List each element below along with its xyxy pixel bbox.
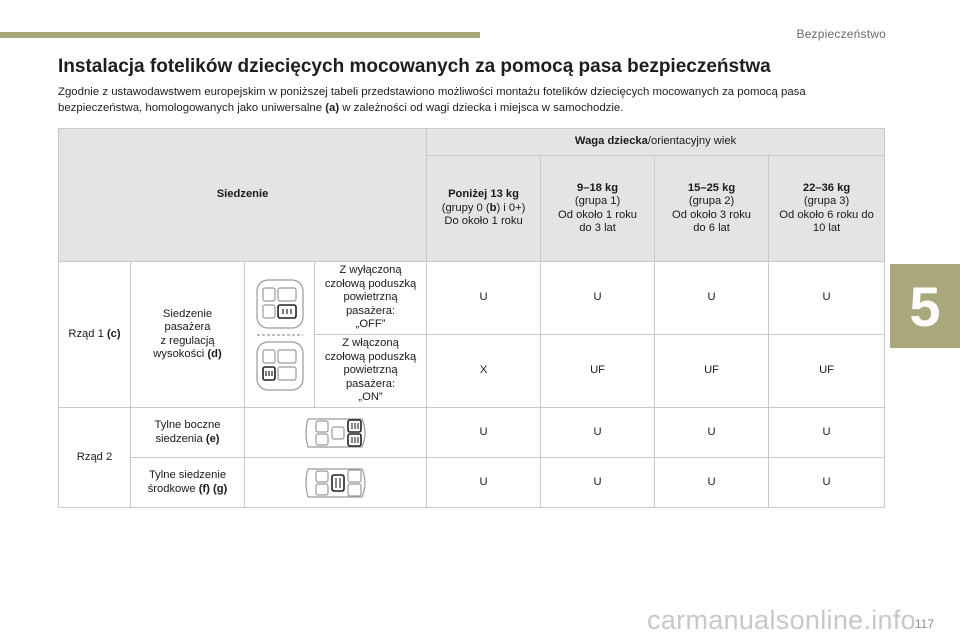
row1-label: Rząd 1: [68, 327, 107, 340]
value-cell: UF: [541, 335, 655, 408]
value-cell: U: [769, 458, 885, 508]
group-weight: 9–18 kg: [577, 181, 619, 194]
car-diagram-icon: [302, 413, 370, 453]
group-weight: 22–36 kg: [802, 181, 851, 194]
group-age: Od około 6 roku do: [779, 208, 874, 221]
group-3-header: [769, 156, 885, 262]
seat-header: Siedzenie: [216, 188, 269, 201]
rear-side-seat-diagram: [245, 408, 427, 458]
row2-side-seat-cell: Tylne boczne siedzenia (e): [131, 408, 245, 458]
group-age: 10 lat: [812, 222, 841, 234]
value-cell: X: [427, 335, 541, 408]
front-passenger-seat-diagram: [245, 262, 315, 408]
watermark: carmanualsonline.info: [647, 605, 916, 635]
group-age: do 3 lat: [579, 222, 616, 234]
row1-note: (c): [106, 327, 121, 340]
weight-header-cell: [427, 129, 885, 156]
value-cell: U: [655, 408, 769, 458]
intro-text: Zgodnie z ustawodawstwem europejskim w poniższej tabeli przedstawiono możliwości montażu fotelików dziecięcych mocowanych za pomocą pasa bezpieczeństwa, homologowanych jako uniwersalne: [58, 86, 806, 114]
group-weight: 15–25 kg: [687, 181, 736, 194]
group-age: Do około 1 roku: [444, 215, 523, 228]
value-cell: U: [427, 458, 541, 508]
group-label: (grupa 3): [803, 195, 850, 207]
value-cell: U: [541, 458, 655, 508]
group-age: do 6 lat: [693, 222, 730, 234]
airbag-off-cell: Z wyłączoną czołową poduszką powietrzną pasażera: „OFF”: [315, 262, 427, 335]
value-cell: U: [541, 408, 655, 458]
group-1-header: [541, 156, 655, 262]
header-accent-bar: [0, 32, 480, 38]
group-label: (grupy 0 (b) i 0+): [441, 201, 526, 214]
page-number: 117: [914, 617, 934, 631]
value-cell: U: [655, 458, 769, 508]
row2-label-cell: Rząd 2: [59, 408, 131, 508]
weight-header: Waga dziecka: [574, 135, 648, 148]
value-cell: UF: [769, 335, 885, 408]
group-weight: Poniżej 13 kg: [448, 188, 519, 201]
section-title: Bezpieczeństwo: [796, 27, 886, 41]
page-title: Instalacja fotelików dziecięcych mocowanych za pomocą pasa bezpieczeństwa: [58, 56, 771, 77]
group-label: (grupa 1): [574, 195, 621, 207]
group-2-header: [655, 156, 769, 262]
rear-middle-seat-diagram: [245, 458, 427, 508]
value-cell: U: [427, 408, 541, 458]
group-0-header: [427, 156, 541, 262]
weight-header-suffix: /orientacyjny wiek: [647, 135, 737, 148]
airbag-on-cell: Z włączoną czołową poduszką powietrzną pasażera: „ON”: [315, 335, 427, 408]
row1-seat-cell: Siedzenie pasażera z regulacją wysokości (d): [131, 262, 245, 408]
row2-middle-seat-cell: Tylne siedzenie środkowe (f) (g): [131, 458, 245, 508]
intro-paragraph: [58, 84, 890, 116]
group-label: (grupa 2): [688, 195, 735, 207]
group-age: Od około 3 roku: [672, 208, 752, 221]
car-diagram-icon: [251, 276, 309, 394]
value-cell: U: [541, 262, 655, 335]
intro-text-end: w zależności od wagi dziecka i miejsca w samochodzie.: [339, 102, 624, 114]
value-cell: U: [769, 408, 885, 458]
row1-label-cell: [59, 262, 131, 408]
intro-note: (a): [325, 102, 340, 114]
child-seat-table: [58, 128, 885, 508]
car-diagram-icon: [302, 463, 370, 503]
row1-seat-last-line: wysokości (d): [153, 348, 222, 360]
seat-header-cell: [59, 129, 427, 262]
value-cell: UF: [655, 335, 769, 408]
value-cell: U: [655, 262, 769, 335]
group-age: Od około 1 roku: [558, 208, 638, 221]
chapter-tab: 5: [890, 264, 960, 348]
value-cell: U: [769, 262, 885, 335]
value-cell: U: [427, 262, 541, 335]
